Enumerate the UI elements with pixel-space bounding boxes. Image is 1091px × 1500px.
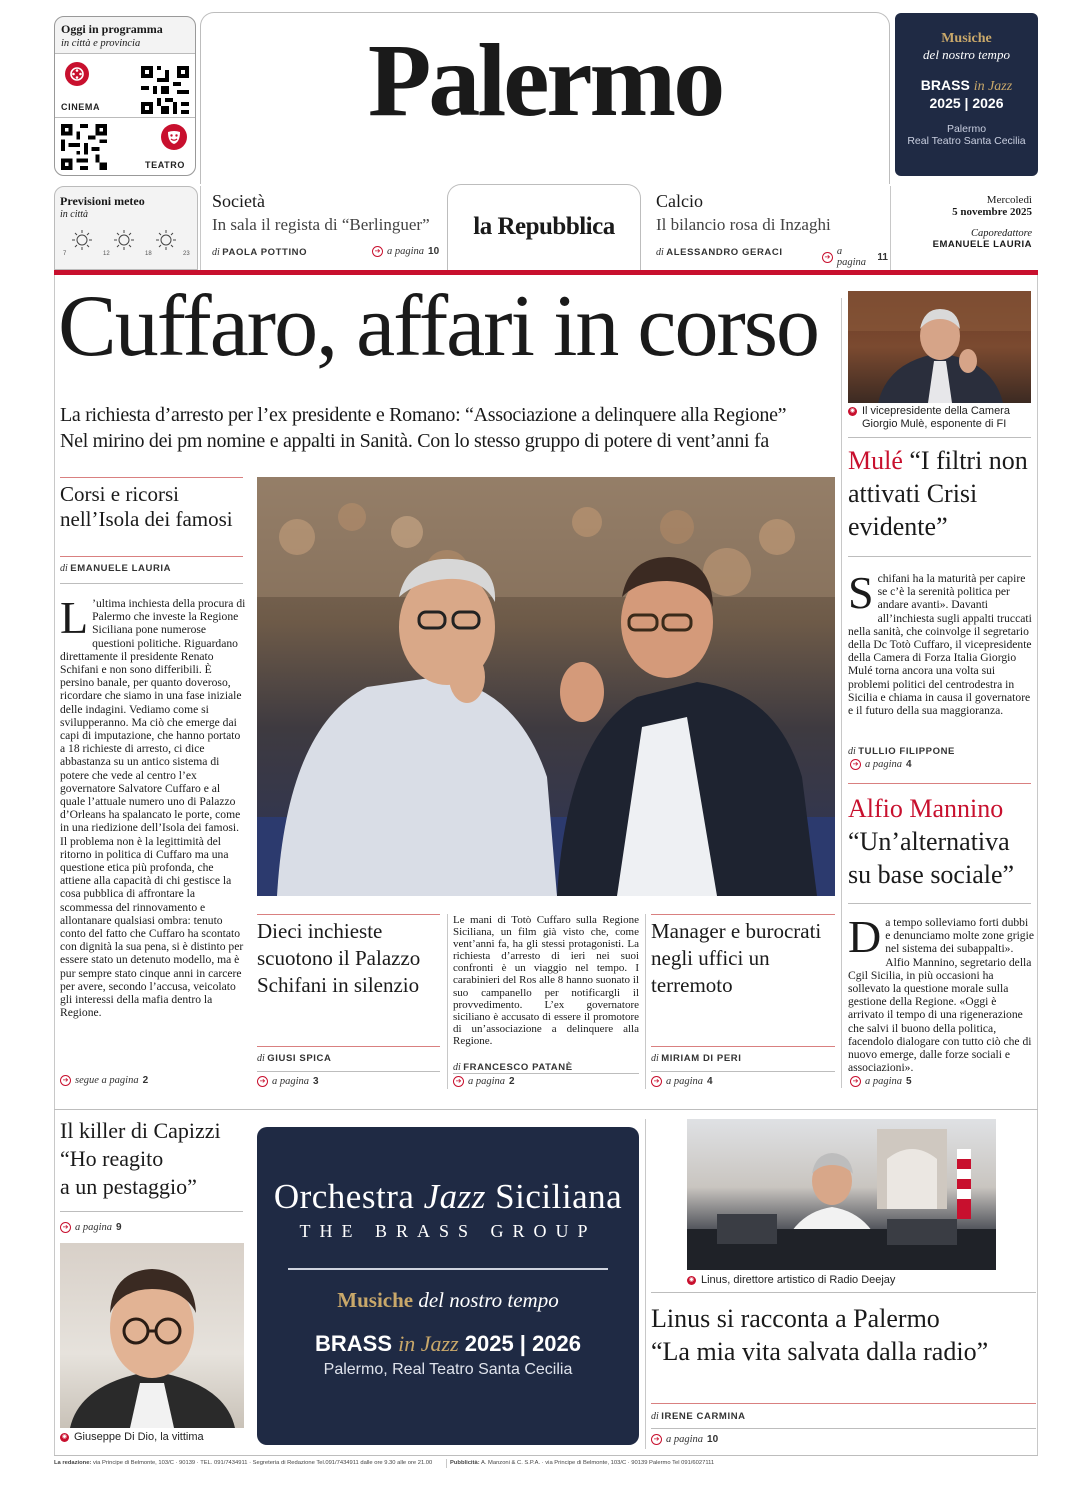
sun-icon: [155, 229, 177, 255]
capizzi-headline-line3[interactable]: a un pestaggio”: [60, 1174, 197, 1199]
sub1-byline: di GIUSI SPICA: [257, 1053, 332, 1064]
divider: [841, 298, 842, 1088]
sub1-headline[interactable]: Dieci inchieste scuotono il Palazzo Schifani in silenzio: [257, 919, 421, 997]
repubblica-logo: la Repubblica: [473, 213, 615, 240]
main-photo[interactable]: [257, 477, 835, 896]
mule-caption: ◉ Il vicepresidente della Camera Giorgio Mulè, esponente di FI: [849, 405, 1010, 430]
meteo-hour: 23: [183, 251, 190, 257]
program-subtitle: in città e provincia: [61, 38, 141, 49]
editorial-pageref[interactable]: ➔ segue a pagina 2: [60, 1075, 148, 1086]
footer-redazione: La redazione: via Principe di Belmonte, 103/C · 90139 · TEL. 091/7434911 · Segreteria di Redazione Tel.091/7434911 dalle ore 9.30 alle ore 21.00: [54, 1460, 433, 1466]
arrow-right-icon: ➔: [453, 1076, 464, 1087]
divider: [890, 186, 891, 270]
ad-rule: [288, 1268, 608, 1270]
ad-season: 2025 | 2026: [929, 95, 1004, 111]
rule: [453, 1073, 639, 1074]
repubblica-logo-box: [447, 184, 641, 270]
qr-code-icon[interactable]: [61, 124, 107, 170]
editorial-body: L ’ultima inchiesta della procura di Palermo che investe la Regione Siciliana pone numerose questioni politiche. Riguardano direttamente il presidente Renato Schifani e non sono differibili. È persino banale, per quanto doveroso, ricordare che siamo in una fase iniziale delle indagini. Vediamo come si svilupperanno. Ma ciò che emerge dai capi di imputazione, che hanno portato a 18 richieste di arresto, ci dice abbastanza su un antico sistema di potere che vede al centro l’ex governatore Salvatore Cuffaro e al quale l’attuale numero uno di Palazzo d’Orleans ha spalancato le porte, come in una riedizione dell’Isola dei famosi. Il problema non è la legittimità del ritorno in politica di Cuffaro ma una questione etica più profonda, che attiene alla capacità di chi gestisce la cosa pubblica di affrontare la scommessa del rinnovamento e allontanare qualsiasi ombra: tenuto conto del fatto che Cuffaro ha scontato con dignità la sua pena, si è distinto per essere stato un detenuto modello, ma è pur sempre stato cinque anni in carcere per avere, secondo l’accusa, veicolato gli interessi della mafia dentro la Regione.: [60, 597, 246, 1020]
dropcap: D: [848, 916, 882, 962]
qr-code-icon[interactable]: [141, 66, 189, 114]
lead-deck-line2: Nel mirino dei pm nomine e appalti in Sanità. Con lo stesso gruppo di potere di vent’anni fa: [60, 430, 769, 452]
ad-in-jazz: in Jazz: [973, 79, 1013, 94]
teaser-kicker: Calcio: [656, 191, 703, 211]
linus-byline: di IRENE CARMINA: [651, 1411, 746, 1422]
rule: [651, 1071, 835, 1072]
arrow-right-icon: ➔: [372, 246, 383, 257]
dropcap: S: [848, 572, 874, 618]
divider: [645, 1119, 646, 1449]
ad-title-c: Siciliana: [495, 1177, 623, 1216]
victim-caption: ◉ Giuseppe Di Dio, la vittima: [61, 1431, 204, 1443]
meteo-hour: 18: [145, 251, 152, 257]
camera-icon: ◉: [849, 408, 856, 414]
meteo-box: [54, 186, 198, 270]
rule: [60, 477, 243, 478]
section-teaser-calcio[interactable]: [646, 186, 888, 270]
sub3-pageref[interactable]: ➔ a pagina 4: [651, 1076, 713, 1087]
ad-venue1: Palermo: [946, 123, 987, 135]
meteo-hour: 12: [103, 251, 110, 257]
rule: [651, 1428, 1036, 1429]
sun-icon: [71, 229, 93, 255]
mule-body: Schifani ha la maturità per capire se c’è la serenità politica per andare avanti». Davanti all’inchiesta sugli appalti truccati nella sanità, che coinvolge il segretario della Dc Totò Cuffaro, il vicepresidente della Camera di Forza Italia Giorgio Mulé torna ancora una volta sui problemi politici del centrodestra in Sicilia e chiama in causa il governatore e il futuro della sua maggioranza.: [848, 572, 1032, 718]
mannino-body: Da tempo solleviamo forti dubbi e denunciamo molte zone grigie nel sistema dei subappalti». Alfio Mannino, segretario della Cgil Sicilia, in più occasioni ha sollevato la questione morale sulla gestione della Regione. «Oggi è arrivato il tempo di una rigenerazione che salvi il buono della politica, facendolo dialogare con tutto ciò che di nuovo emerge, dalle forze sociali e associazioni».: [848, 916, 1034, 1075]
linus-headline-line2[interactable]: “La mia vita salvata dalla radio”: [651, 1337, 989, 1366]
divider: [645, 914, 646, 1089]
ad-brass: BRASS: [920, 77, 970, 93]
arrow-right-icon: ➔: [850, 1076, 861, 1087]
cinema-label: CINEMA: [61, 102, 101, 112]
arrow-right-icon: ➔: [651, 1076, 662, 1087]
mule-name: Mulé: [848, 446, 903, 475]
rule: [848, 437, 1031, 438]
mannino-name[interactable]: Alfio Mannino: [848, 794, 1004, 823]
ad-in-jazz: in Jazz: [398, 1331, 459, 1356]
sub2-byline: di FRANCESCO PATANÈ: [453, 1062, 573, 1073]
ad-line2: del nostro tempo: [923, 47, 1010, 62]
ad-brass: BRASS: [314, 1331, 392, 1356]
top-advertisement[interactable]: [895, 13, 1038, 176]
sun-icon: [113, 229, 135, 255]
arrow-right-icon: ➔: [60, 1222, 71, 1233]
ad-brass-group: THE BRASS GROUP: [299, 1221, 597, 1241]
mannino-pageref[interactable]: ➔ a pagina 5: [850, 1076, 912, 1087]
date-box: [892, 186, 1038, 270]
rule: [848, 903, 1031, 904]
weekday: Mercoledì: [986, 194, 1032, 206]
rule: [848, 783, 1031, 784]
mule-byline: di TULLIO FILIPPONE: [848, 746, 955, 757]
rule: [848, 556, 1031, 557]
teaser-byline: di ALESSANDRO GERACI: [656, 247, 783, 258]
meteo-title: Previsioni meteo: [60, 194, 145, 208]
rule: [257, 1046, 440, 1047]
ad-season: 2025 | 2026: [464, 1331, 582, 1356]
rule: [651, 1403, 1036, 1404]
mule-headline[interactable]: [848, 444, 1034, 543]
editorial-byline: di EMANUELE LAURIA: [60, 563, 172, 574]
rule: [651, 1046, 835, 1047]
editor-role: Caporedattore: [970, 228, 1032, 239]
film-reel-icon: [65, 62, 89, 86]
mule-quote: “I filtri non attivati Crisi evidente”: [848, 446, 1028, 541]
camera-icon: ◉: [61, 1434, 68, 1440]
rule: [257, 914, 440, 915]
divider: [446, 1459, 447, 1468]
ad-line1: Musiche: [941, 31, 992, 46]
page-frame-right: [1037, 275, 1038, 1455]
lead-headline[interactable]: Cuffaro, affari in corso: [58, 278, 819, 375]
arrow-right-icon: ➔: [60, 1075, 71, 1086]
rule: [60, 583, 243, 584]
teatro-tile[interactable]: [55, 117, 195, 175]
theatre-mask-icon: [161, 124, 187, 150]
section-teaser-society[interactable]: [202, 186, 444, 270]
linus-caption: ◉ Linus, direttore artistico di Radio Deejay: [688, 1274, 896, 1286]
editorial-title-line1[interactable]: Corsi e ricorsi: [60, 482, 179, 506]
sub3-headline[interactable]: Manager e burocrati negli uffici un terremoto: [651, 919, 822, 997]
linus-photo[interactable]: [687, 1119, 996, 1270]
ad-title-a: Orchestra: [273, 1177, 415, 1216]
rule: [651, 914, 835, 915]
teatro-label: TEATRO: [145, 160, 185, 170]
footer-rule: [54, 1455, 1038, 1456]
rule: [651, 1292, 1036, 1293]
rule: [257, 1071, 440, 1072]
lead-deck-line1: La richiesta d’arresto per l’ex presidente e Romano: “Associazione a delinquere alla Regione”: [60, 404, 787, 426]
teaser-kicker: Società: [212, 191, 265, 211]
divider: [200, 186, 201, 270]
sub2-pageref[interactable]: ➔ a pagina 2: [453, 1076, 515, 1087]
mannino-quote[interactable]: “Un’alternativa su base sociale”: [848, 827, 1015, 889]
editor-name: EMANUELE LAURIA: [932, 239, 1032, 250]
main-advertisement[interactable]: [257, 1127, 639, 1445]
ad-venue2: Real Teatro Santa Cecilia: [907, 135, 1026, 147]
mule-pageref[interactable]: ➔ a pagina 4: [850, 759, 912, 770]
arrow-right-icon: ➔: [822, 252, 833, 263]
footer-pubblicita: Pubblicità: A. Manzoni & C. S.P.A. · via Principe di Belmonte, 103/C · 90139 Palermo Tel 091/6027111: [450, 1460, 715, 1466]
capizzi-headline-line2[interactable]: “Ho reagito: [60, 1146, 164, 1171]
meteo-hour: 7: [63, 251, 67, 257]
camera-icon: ◉: [688, 1277, 695, 1283]
linus-pageref[interactable]: ➔ a pagina 10: [651, 1434, 718, 1445]
teaser-byline: di PAOLA POTTINO: [212, 247, 308, 258]
ad-venue: Palermo, Real Teatro Santa Cecilia: [323, 1361, 573, 1378]
capizzi-headline-line1[interactable]: Il killer di Capizzi: [60, 1118, 221, 1143]
sub1-pageref[interactable]: ➔ a pagina 3: [257, 1076, 319, 1087]
teaser-headline: Il bilancio rosa di Inzaghi: [656, 215, 831, 234]
ad-musiche: Musiche: [337, 1288, 414, 1312]
arrow-right-icon: ➔: [850, 759, 861, 770]
issue-date: 5 novembre 2025: [952, 206, 1032, 218]
teaser-pageref[interactable]: ➔ a pagina 10: [372, 246, 439, 257]
program-box: [54, 16, 196, 176]
ad-title-b: Jazz: [423, 1177, 486, 1216]
sub3-byline: di MIRIAM DI PERI: [651, 1053, 742, 1064]
divider: [447, 914, 448, 1089]
editorial-title-line2[interactable]: nell’Isola dei famosi: [60, 507, 233, 531]
dropcap: L: [60, 597, 89, 643]
rule: [60, 556, 243, 557]
cinema-tile[interactable]: [55, 53, 195, 117]
teaser-headline: In sala il regista di “Berlinguer”: [212, 215, 430, 234]
linus-headline-line1[interactable]: Linus si racconta a Palermo: [651, 1304, 940, 1333]
ad-del-nostro: del nostro tempo: [418, 1288, 559, 1312]
page-frame-left: [54, 275, 55, 1455]
masthead-title: Palermo: [367, 23, 723, 138]
teaser-pageref[interactable]: ➔ a pagina 11: [822, 246, 888, 268]
arrow-right-icon: ➔: [257, 1076, 268, 1087]
sub2-body: Le mani di Totò Cuffaro sulla Regione Siciliana, un film già visto che, come vent’anni fa, ha gli stessi protagonisti. La richiesta d’arresto di ieri nei suoi confronti è un viaggio nel tempo. I carabinieri del Ros alle 8 hanno suonato il suo campanello per notificargli il provvedimento. L’ex governatore siciliano è accusato di essere il promotore di un’associazione a delinquere alla Regione.: [453, 914, 639, 1047]
victim-photo[interactable]: [60, 1243, 244, 1428]
rule: [60, 1211, 243, 1212]
section-rule: [54, 1109, 1038, 1110]
mule-photo[interactable]: [848, 291, 1031, 403]
program-title: Oggi in programma: [61, 22, 163, 36]
arrow-right-icon: ➔: [651, 1434, 662, 1445]
capizzi-pageref[interactable]: ➔ a pagina 9: [60, 1222, 122, 1233]
meteo-subtitle: in città: [60, 209, 89, 220]
